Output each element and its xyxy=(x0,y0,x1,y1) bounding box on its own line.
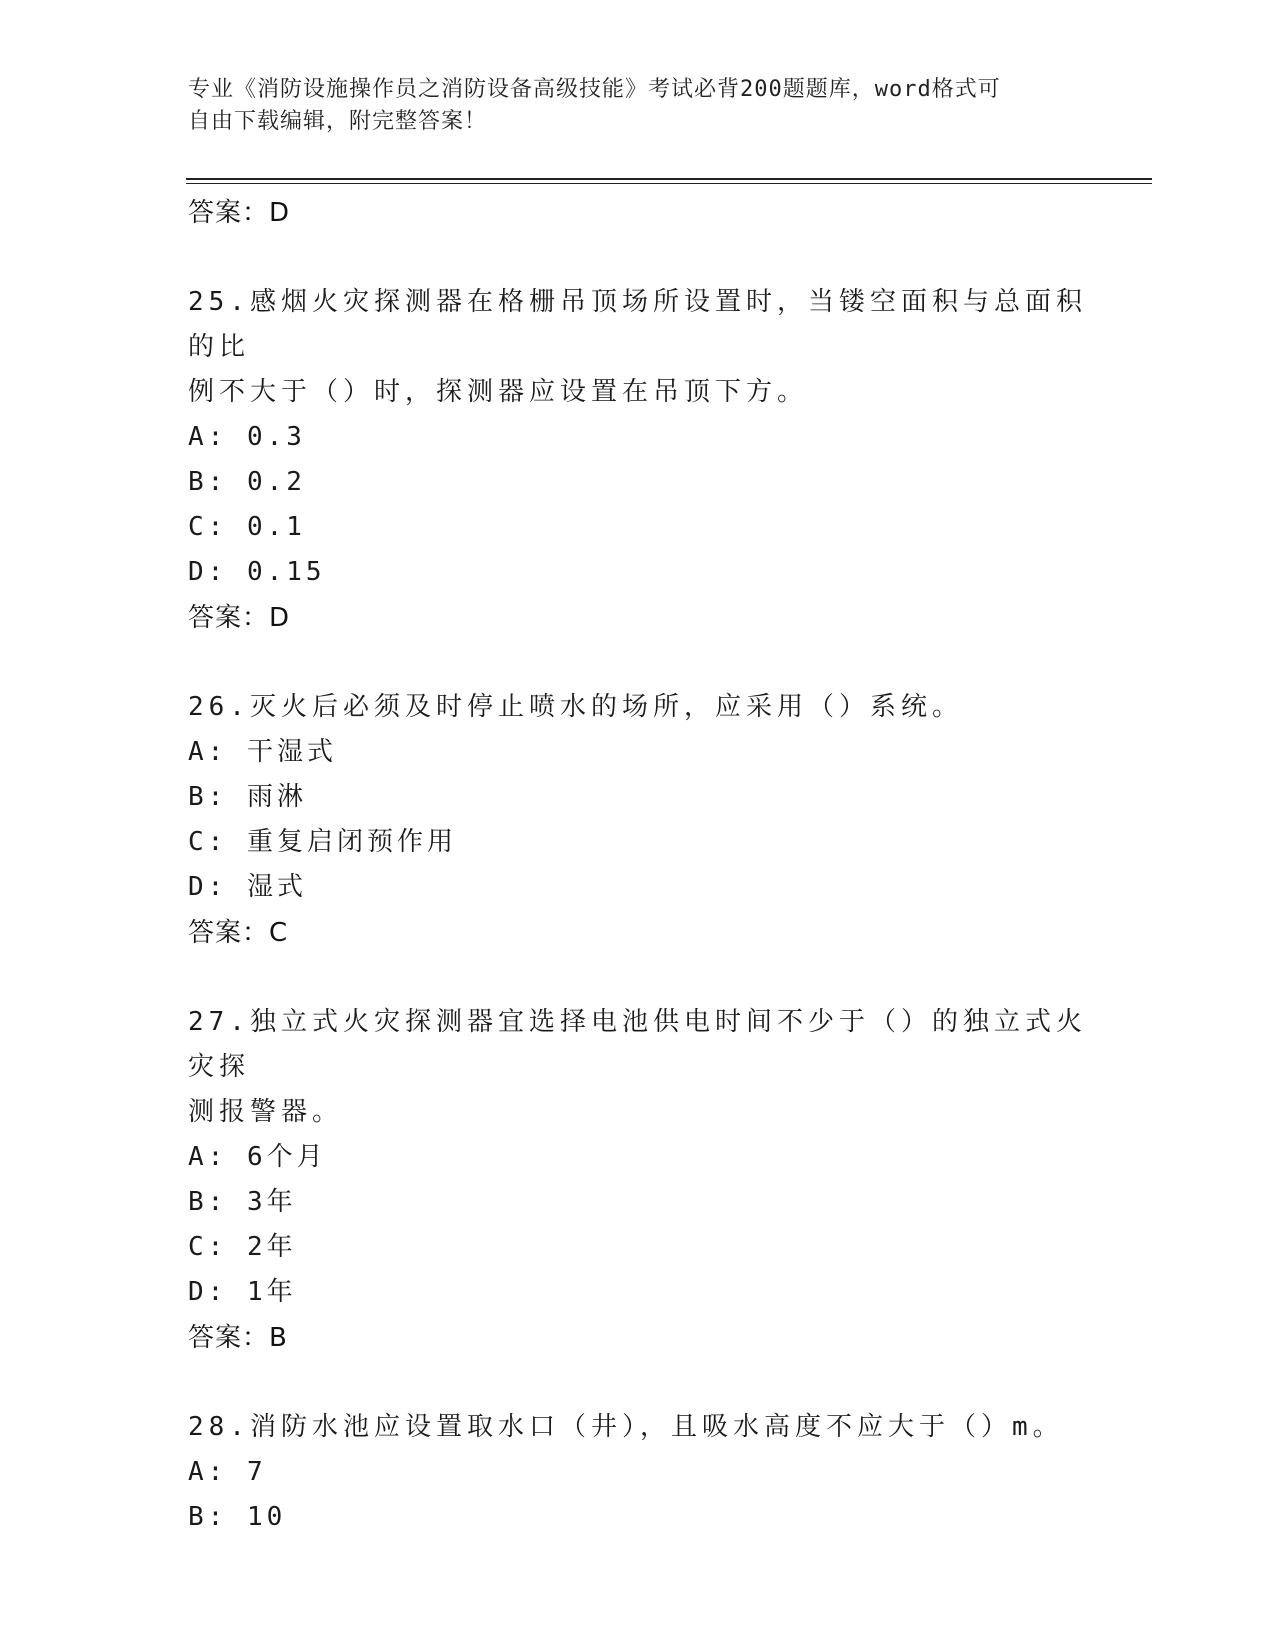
question-stem xyxy=(188,280,1088,415)
option-c: C: 重复启闭预作用 xyxy=(188,827,457,857)
option-c: C: 0.1 xyxy=(188,512,306,542)
question-stem-line: 25.感烟火灾探测器在格栅吊顶场所设置时，当镂空面积与总面积的比 xyxy=(188,287,1087,362)
question-28 xyxy=(188,1405,1088,1540)
answer-line: 答案：C xyxy=(188,918,289,948)
question-stem xyxy=(188,1405,1088,1450)
answer-line: 答案：B xyxy=(188,1323,288,1353)
question-list xyxy=(188,190,1088,1540)
question-stem xyxy=(188,1000,1088,1135)
header-divider-thin xyxy=(186,183,1152,184)
previous-answer: 答案：D xyxy=(188,198,291,228)
question-stem-line: 例不大于（）时，探测器应设置在吊顶下方。 xyxy=(188,377,809,407)
option-b: B: 3年 xyxy=(188,1187,297,1217)
option-d: D: 1年 xyxy=(188,1277,297,1307)
question-stem-line: 28.消防水池应设置取水口（井），且吸水高度不应大于（）m。 xyxy=(188,1412,1064,1442)
header-line-2: 自由下载编辑，附完整答案！ xyxy=(188,109,488,134)
option-b: B: 0.2 xyxy=(188,467,306,497)
option-d: D: 湿式 xyxy=(188,872,307,902)
option-a: A: 7 xyxy=(188,1457,267,1487)
header-line-1: 专业《消防设施操作员之消防设备高级技能》考试必背200题题库，word格式可 xyxy=(188,77,1001,102)
option-c: C: 2年 xyxy=(188,1232,297,1262)
option-a: A: 6个月 xyxy=(188,1142,327,1172)
document-header xyxy=(188,74,1068,138)
question-stem-line: 27.独立式火灾探测器宜选择电池供电时间不少于（）的独立式火灾探 xyxy=(188,1007,1087,1082)
option-a: A: 0.3 xyxy=(188,422,306,452)
question-stem xyxy=(188,685,1088,730)
answer-line: 答案：D xyxy=(188,603,291,633)
question-stem-line: 测报警器。 xyxy=(188,1097,344,1127)
question-27 xyxy=(188,1000,1088,1361)
option-b: B: 雨淋 xyxy=(188,782,307,812)
option-a: A: 干湿式 xyxy=(188,737,337,767)
question-25 xyxy=(188,280,1088,641)
option-d: D: 0.15 xyxy=(188,557,326,587)
option-b: B: 10 xyxy=(188,1502,287,1532)
question-26 xyxy=(188,685,1088,956)
header-divider-thick xyxy=(186,178,1152,180)
question-stem-line: 26.灭火后必须及时停止喷水的场所，应采用（）系统。 xyxy=(188,692,963,722)
